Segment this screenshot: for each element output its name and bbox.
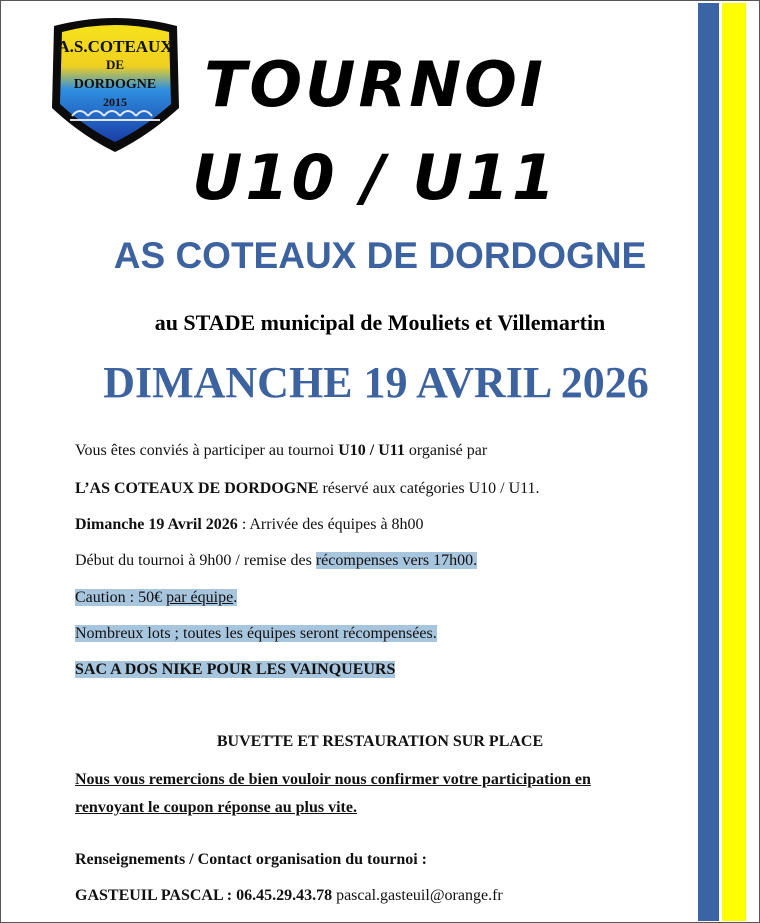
- contact-details: [75, 885, 503, 907]
- contact-label: Renseignements / Contact organisation du tournoi :: [75, 851, 428, 868]
- paragraph-arrival: [75, 514, 424, 536]
- prizes-text: Nombreux lots ; toutes les équipes seront récompensées.: [75, 625, 437, 642]
- club-heading: AS COTEAUX DE DORDOGNE: [113, 235, 647, 276]
- deposit-period: .: [233, 589, 238, 606]
- title-line-1: TOURNOI: [204, 48, 546, 121]
- logo-text-year: 2015: [103, 95, 127, 109]
- organizer-categories: réservé aux catégories U10 / U11.: [318, 480, 540, 497]
- logo-text-line1: A.S.COTEAUX: [57, 37, 173, 56]
- invitation-text: Vous êtes conviés à participer au tournoi: [75, 442, 339, 459]
- arrival-time: : Arrivée des équipes à 8h00: [237, 516, 424, 533]
- contact-phone: 06.45.29.43.78: [232, 887, 333, 904]
- invitation-text-end: organisé par: [404, 442, 488, 459]
- deposit-per-team: par équipe: [166, 589, 234, 606]
- paragraph-schedule: [75, 550, 477, 572]
- venue-line: au STADE municipal de Mouliets et Villemartin: [154, 310, 606, 335]
- contact-email: pascal.gasteuil@orange.fr: [332, 887, 503, 904]
- contact-name: GASTEUIL PASCAL :: [75, 887, 233, 904]
- buvette-line: BUVETTE ET RESTAURATION SUR PLACE: [216, 733, 544, 750]
- paragraph-invitation: [75, 440, 487, 462]
- event-date-heading: DIMANCHE 19 AVRIL 2026: [103, 358, 649, 407]
- organizer-name: L’AS COTEAUX DE DORDOGNE: [75, 480, 319, 497]
- paragraph-deposit: [75, 587, 237, 609]
- confirm-line-2: renvoyant le coupon réponse au plus vite.: [75, 799, 357, 816]
- logo-text-line3: DORDOGNE: [73, 77, 157, 92]
- schedule-awards: récompenses vers 17h00.: [315, 552, 478, 569]
- arrival-date: Dimanche 19 Avril 2026: [75, 516, 238, 533]
- schedule-start: Début du tournoi à 9h00 / remise des: [75, 552, 316, 569]
- logo-text-line2: DE: [105, 57, 125, 72]
- winners-prize-text: SAC A DOS NIKE POUR LES VAINQUEURS: [75, 661, 396, 678]
- paragraph-winners: [75, 659, 395, 681]
- title-line-2: U10 / U11: [191, 141, 559, 214]
- paragraph-organizer: [75, 478, 540, 500]
- confirm-line-1: Nous vous remercions de bien vouloir nous confirmer votre participation en: [75, 771, 591, 788]
- paragraph-prizes: [75, 623, 437, 645]
- deposit-amount: Caution : 50€: [75, 589, 167, 606]
- invitation-category: U10 / U11: [338, 442, 405, 459]
